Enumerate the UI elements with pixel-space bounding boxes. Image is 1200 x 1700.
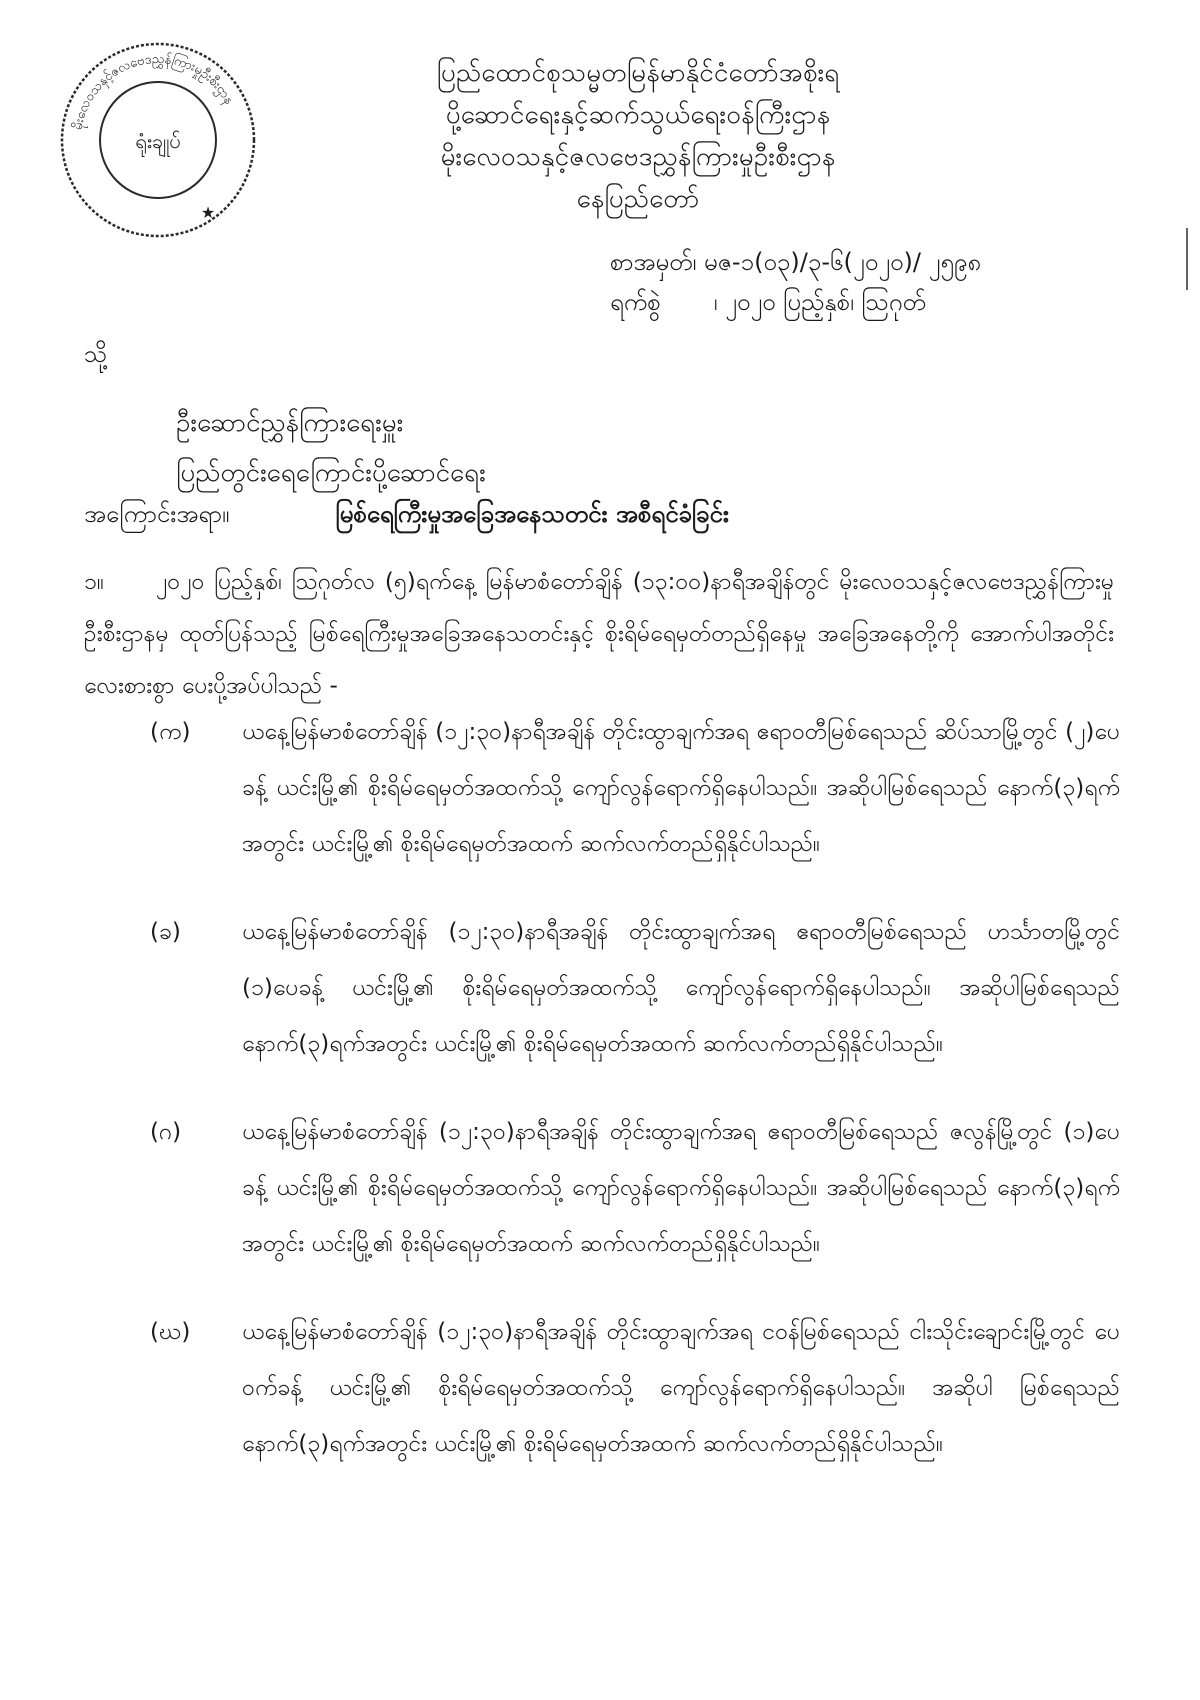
department-seal [58, 40, 258, 240]
recipient-block [176, 398, 486, 498]
reference-date-value: ၊ ၂၀၂၀ ပြည့်နှစ်၊ ဩဂုတ် [713, 288, 926, 316]
letterhead [378, 52, 898, 220]
reference-number-row [610, 242, 981, 282]
item-text: ယနေ့မြန်မာစံတော်ချိန် (၁၂:၃၀)နာရီအချိန် တိုင်းထွာချက်အရ ဧရာဝတီမြစ်ရေသည် ဇလွန်မြို့တွင် (၁)ပေခန့် ယင်းမြို့၏ စိုးရိမ်ရေမှတ်အထက်သို့ ကျော်လွန်ရောက်ရှိနေပါသည်။ အဆိုပါမြစ်ရေသည် နောက်(၃)ရက်အတွင်း ယင်းမြို့၏ စိုးရိမ်ရေမှတ်အထက် ဆက်လက်တည်ရှိနိုင်ပါသည်။ [242, 1119, 1120, 1257]
list-item-ga [150, 1104, 1120, 1272]
item-text: ယနေ့မြန်မာစံတော်ချိန် (၁၂:၃၀)နာရီအချိန် တိုင်းထွာချက်အရ ဧရာဝတီမြစ်ရေသည် ဟင်္သာတမြို့တွင် (၁)ပေခန့် ယင်းမြို့၏ စိုးရိမ်ရေမှတ်အထက်သို့ ကျော်လွန်ရောက်ရှိနေပါသည်။ အဆိုပါမြစ်ရေသည် နောက်(၃)ရက်အတွင်း ယင်းမြို့၏ စိုးရိမ်ရေမှတ်အထက် ဆက်လက်တည်ရှိနိုင်ပါသည်။ [242, 919, 1120, 1057]
ministry-name: ပို့ဆောင်ရေးနှင့်ဆက်သွယ်ရေးဝန်ကြီးဌာန [445, 100, 831, 130]
subject-label: အကြောင်းအရာ။ [84, 500, 230, 528]
item-marker: (က) [150, 719, 191, 745]
paragraph-text: ၂၀၂၀ ပြည့်နှစ်၊ ဩဂုတ်လ (၅)ရက်နေ့ မြန်မာစံတော်ချိန် (၁၃:၀၀)နာရီအချိန်တွင် မိုးလေဝသနှင့်ဇလဗေဒညွှန်ကြားမှုဦးစီးဌာနမှ ထုတ်ပြန်သည့် မြစ်ရေကြီးမှုအခြေအနေသတင်းနှင့် စိုးရိမ်ရေမှတ်တည်ရှိနေမှု အခြေအနေတို့ကို အောက်ပါအတိုင်း လေးစားစွာ ပေးပို့အပ်ပါသည် - [84, 569, 1114, 699]
city-name: နေပြည်တော် [576, 184, 700, 214]
star-icon: ★ [200, 203, 216, 222]
government-name: ပြည်ထောင်စုသမ္မတမြန်မာနိုင်ငံတော်အစိုးရ [436, 58, 840, 88]
reference-date-row [610, 282, 981, 322]
item-marker: (ဂ) [150, 1119, 182, 1145]
reference-number-value: မဇ-၁(၀၃)/၃-၆(၂၀၂၀)/ ၂၅၉၈ [703, 248, 982, 276]
item-marker: (ခ) [150, 919, 181, 945]
recipient-organization: ပြည်တွင်းရေကြောင်းပို့ဆောင်ရေး [176, 458, 486, 488]
list-item-ka [150, 704, 1120, 872]
subject-text: မြစ်ရေကြီးမှုအခြေအနေသတင်း အစီရင်ခံခြင်း [335, 500, 729, 528]
paragraph-1 [84, 556, 1114, 712]
item-text: ယနေ့မြန်မာစံတော်ချိန် (၁၂:၃၀)နာရီအချိန် တိုင်းထွာချက်အရ ဧရာဝတီမြစ်ရေသည် ဆိပ်သာမြို့တွင် (၂)ပေခန့် ယင်းမြို့၏ စိုးရိမ်ရေမှတ်အထက်သို့ ကျော်လွန်ရောက်ရှိနေပါသည်။ အဆိုပါမြစ်ရေသည် နောက်(၃)ရက်အတွင်း ယင်းမြို့၏ စိုးရိမ်ရေမှတ်အထက် ဆက်လက်တည်ရှိနိုင်ပါသည်။ [242, 719, 1120, 857]
reference-date-label: ရက်စွဲ [610, 288, 661, 316]
recipient-title: ဦးဆောင်ညွှန်ကြားရေးမှူး [176, 408, 404, 438]
to-label: သို့ [84, 340, 108, 368]
list-item-kha [150, 904, 1120, 1072]
subject-line [84, 498, 729, 534]
margin-mark [1186, 228, 1194, 290]
item-text: ယနေ့မြန်မာစံတော်ချိန် (၁၂:၃၀)နာရီအချိန် တိုင်းထွာချက်အရ ငဝန်မြစ်ရေသည် ငါးသိုင်းချောင်းမြို့တွင် ပေဝက်ခန့် ယင်းမြို့၏ စိုးရိမ်ရေမှတ်အထက်သို့ ကျော်လွန်ရောက်ရှိနေပါသည်။ အဆိုပါ မြစ်ရေသည် နောက်(၃)ရက်အတွင်း ယင်းမြို့၏ စိုးရိမ်ရေမှတ်အထက် ဆက်လက်တည်ရှိနိုင်ပါသည်။ [242, 1319, 1120, 1457]
seal-center-text: ရုံးချုပ် [135, 129, 181, 153]
reference-block [610, 242, 981, 322]
list-item-gha [150, 1304, 1120, 1472]
seal-ring-text: မိုးလေဝသနှင့်ဇလဗေဒညွှန်ကြားမှုဦးစီးဌာန [70, 51, 237, 132]
reference-number-label: စာအမှတ်၊ [610, 248, 697, 276]
paragraph-number: ၁။ [84, 569, 104, 595]
item-marker: (ဃ) [150, 1319, 191, 1345]
department-name: မိုးလေဝသနှင့်ဇလဗေဒညွှန်ကြားမှုဦးစီးဌာန [440, 142, 836, 172]
